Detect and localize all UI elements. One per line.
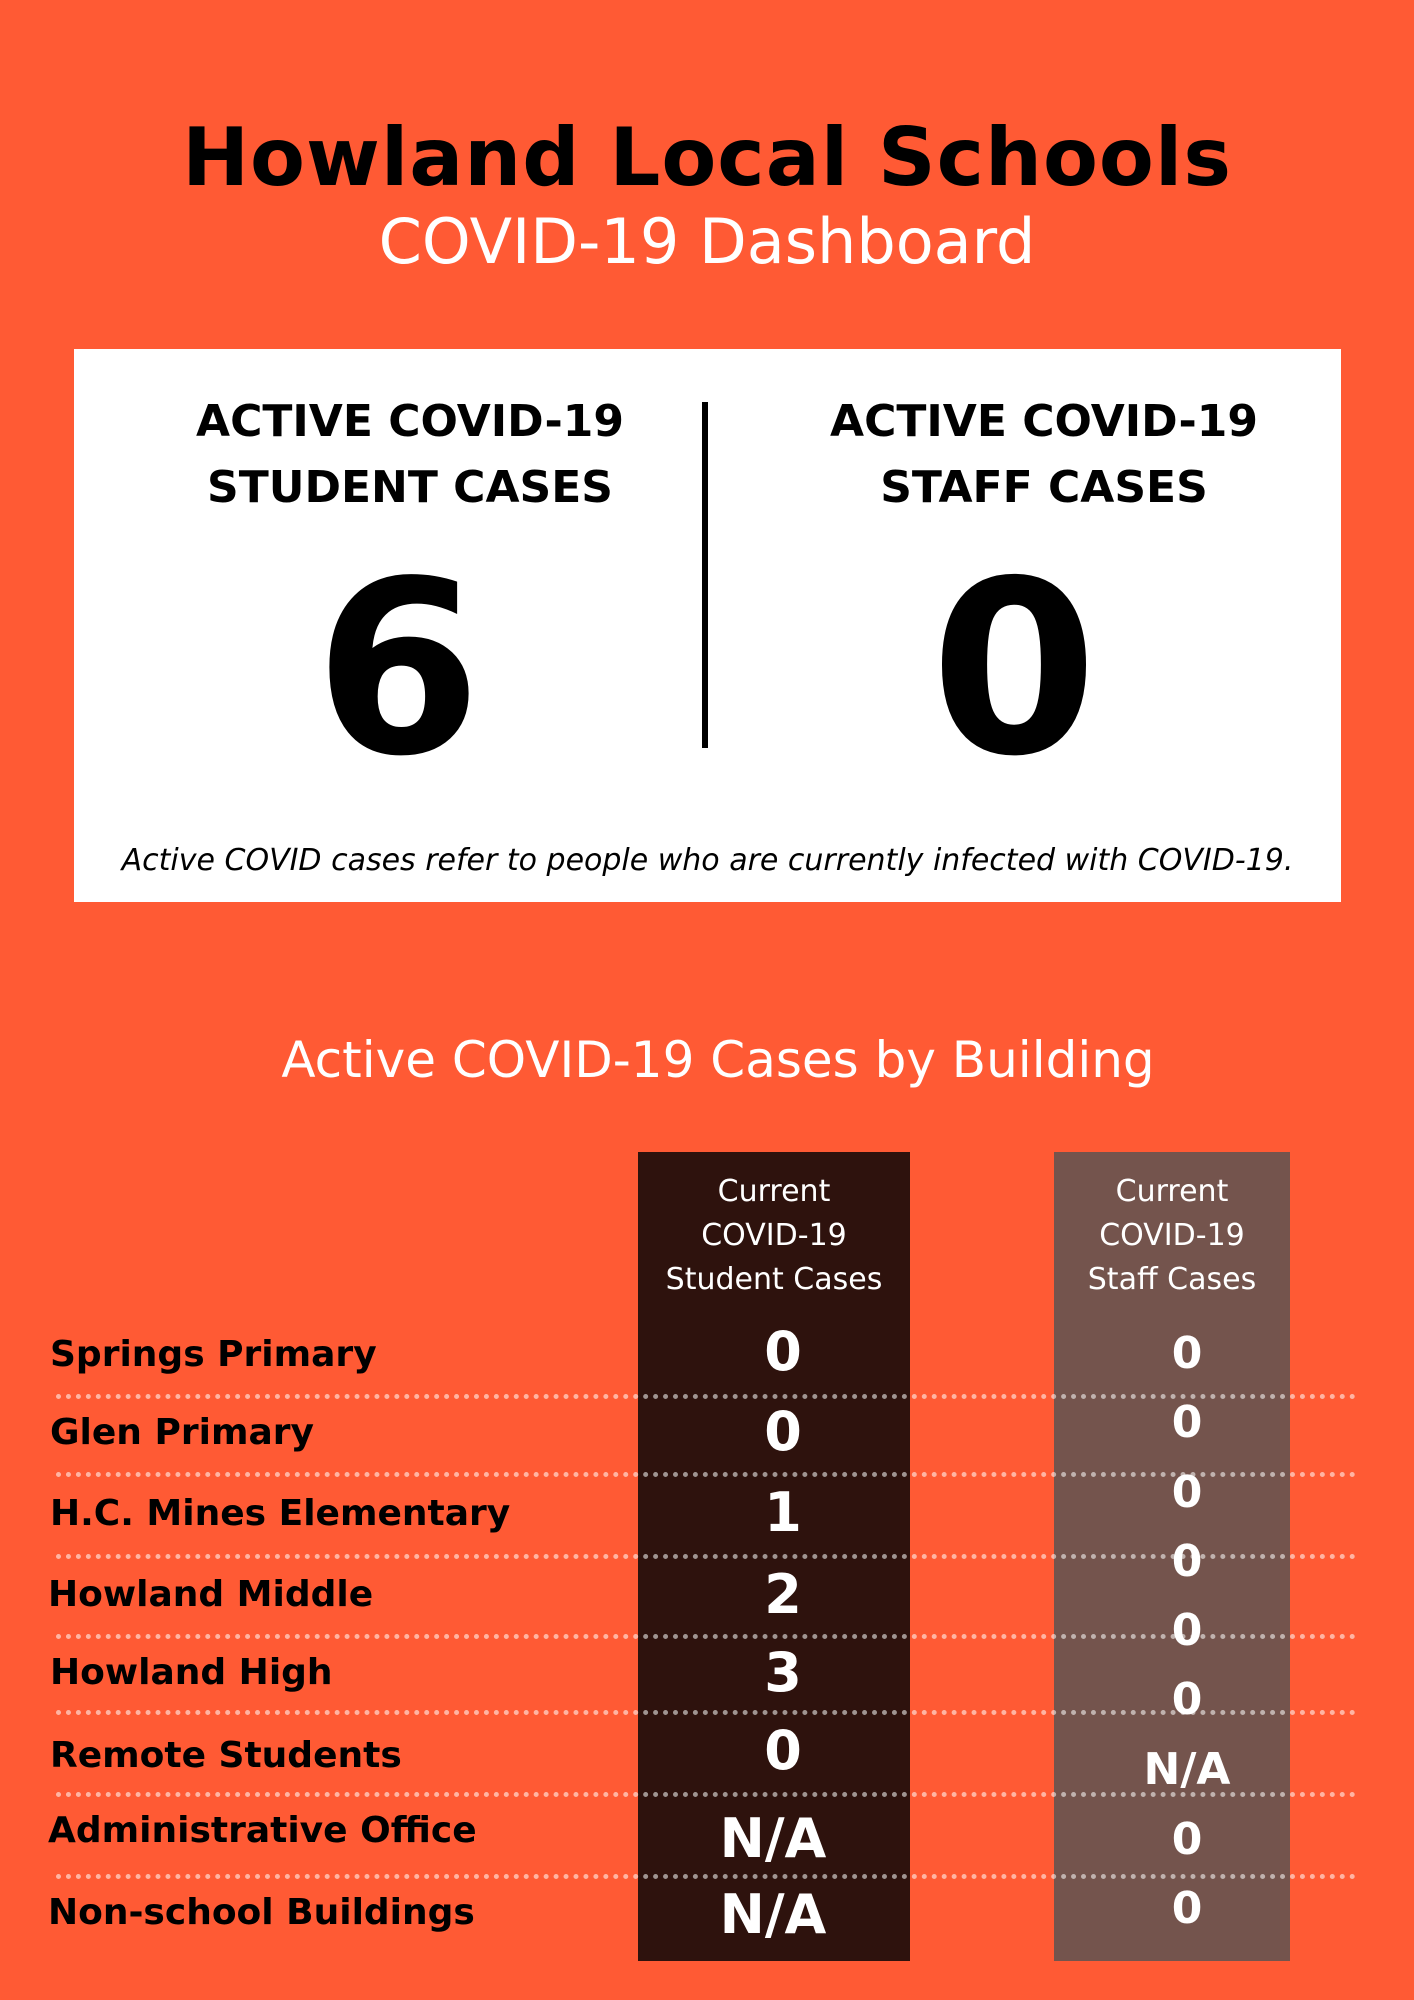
building-name-howland-middle: Howland Middle [48, 1574, 374, 1615]
staff-value-non-school-buildings: 0 [1171, 1814, 1203, 1865]
student-column-header-line2: COVID-19 [701, 1218, 847, 1253]
staff-value-springs-primary: 0 [1171, 1328, 1203, 1379]
staff-column-header-line3: Staff Cases [1087, 1262, 1257, 1297]
student-value-non-school-buildings: N/A [719, 1883, 827, 1946]
student-column-header-line3: Student Cases [665, 1262, 883, 1297]
page-subtitle: COVID-19 Dashboard [378, 205, 1036, 278]
staff-value-howland-middle: 0 [1171, 1536, 1203, 1587]
staff-cases-count: 0 [930, 529, 1098, 809]
student-heading-line1: ACTIVE COVID-19 [196, 396, 624, 447]
staff-heading-line1: ACTIVE COVID-19 [830, 396, 1258, 447]
building-name-non-school-buildings: Non-school Buildings [48, 1892, 475, 1933]
student-value-howland-high: 3 [764, 1641, 802, 1704]
staff-value-hc-mines-elementary: 0 [1171, 1467, 1203, 1518]
building-name-remote-students: Remote Students [50, 1735, 402, 1776]
staff-cases-heading [764, 389, 1324, 521]
section-title: Active COVID-19 Cases by Building [281, 1031, 1155, 1089]
staff-value-howland-high: 0 [1171, 1605, 1203, 1656]
student-cases-heading [130, 389, 690, 521]
student-value-howland-middle: 2 [764, 1563, 802, 1626]
student-value-hc-mines-elementary: 1 [764, 1481, 802, 1544]
card-divider [702, 402, 708, 748]
building-name-administrative-office: Administrative Office [48, 1810, 477, 1851]
building-name-glen-primary: Glen Primary [50, 1412, 314, 1453]
page-title: Howland Local Schools [182, 111, 1232, 204]
student-value-glen-primary: 0 [764, 1400, 802, 1463]
building-name-howland-high: Howland High [50, 1652, 333, 1693]
card-footnote: Active COVID cases refer to people who are currently infected with COVID-19. [121, 843, 1294, 878]
student-column-header [638, 1170, 910, 1302]
student-column-header-line1: Current [717, 1174, 831, 1209]
staff-heading-line2: STAFF CASES [880, 462, 1208, 513]
staff-value-glen-primary: 0 [1171, 1397, 1203, 1448]
building-name-hc-mines-elementary: H.C. Mines Elementary [50, 1493, 511, 1534]
summary-card [74, 349, 1341, 902]
student-value-administrative-office: N/A [719, 1807, 827, 1870]
staff-column-header [1054, 1170, 1290, 1302]
staff-value-extra: 0 [1171, 1883, 1203, 1934]
student-heading-line2: STUDENT CASES [207, 462, 613, 513]
staff-value-administrative-office: N/A [1143, 1744, 1231, 1795]
student-value-remote-students: 0 [764, 1719, 802, 1782]
student-value-springs-primary: 0 [764, 1320, 802, 1383]
staff-column-header-line1: Current [1115, 1174, 1229, 1209]
building-name-springs-primary: Springs Primary [50, 1334, 377, 1375]
student-cases-count: 6 [314, 529, 482, 809]
staff-column-header-line2: COVID-19 [1099, 1218, 1245, 1253]
staff-value-remote-students: 0 [1171, 1674, 1203, 1725]
